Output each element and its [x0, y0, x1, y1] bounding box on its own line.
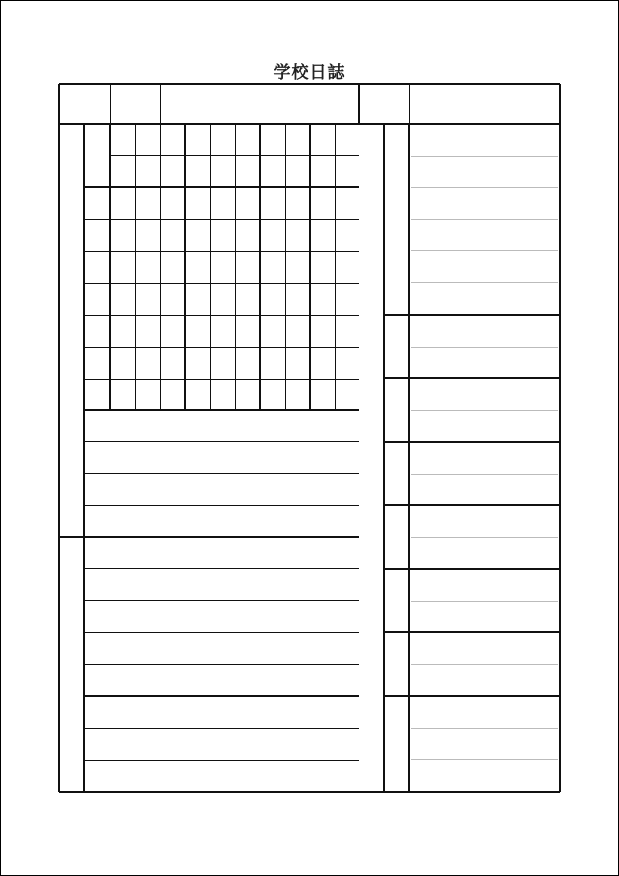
writing-line [411, 474, 558, 475]
writing-line [411, 664, 558, 665]
grid-line [285, 124, 286, 410]
staff-label-divider [383, 124, 385, 792]
student-row-line [84, 283, 359, 284]
grid-line [309, 124, 311, 410]
section-divider [83, 124, 85, 792]
grid-line [358, 84, 360, 124]
section-divider-events [59, 536, 359, 538]
staff-block-divider [384, 631, 560, 633]
records-line [84, 728, 359, 729]
staff-block-divider [384, 314, 560, 316]
writing-line [411, 156, 558, 157]
writing-line [411, 187, 558, 188]
table-border-bottom [59, 791, 560, 793]
writing-line [411, 601, 558, 602]
records-line [84, 760, 359, 761]
staff-block-divider [384, 695, 560, 697]
writing-line [411, 537, 558, 538]
grid-line [110, 84, 111, 124]
writing-line [411, 410, 558, 411]
grid-line [259, 124, 261, 410]
staff-block-divider [384, 441, 560, 443]
student-table-bottom [84, 409, 359, 411]
student-row-line [84, 379, 359, 380]
writing-line [411, 250, 558, 251]
grid-line [135, 124, 136, 410]
student-row-line [84, 219, 359, 220]
events-line [84, 664, 359, 665]
grid-line [160, 124, 161, 410]
page-title: 学校日誌 [273, 63, 346, 83]
writing-line [411, 282, 558, 283]
events-line [84, 568, 359, 569]
staff-block-divider [384, 377, 560, 379]
grid-line [109, 124, 111, 410]
grid-line [335, 124, 336, 410]
table-border-top [59, 83, 560, 85]
writing-line [411, 759, 558, 760]
student-row-line [84, 347, 359, 348]
events-line [84, 600, 359, 601]
grid-line [210, 124, 211, 410]
transfer-line [84, 505, 359, 506]
events-line [84, 632, 359, 633]
student-row-line [84, 315, 359, 316]
grid-line [184, 124, 186, 410]
staff-block-divider [384, 504, 560, 506]
staff-category-divider [408, 124, 410, 792]
grid-line [160, 84, 161, 124]
sub-header-bottom [84, 186, 359, 188]
records-divider [84, 695, 359, 697]
table-border-left [58, 84, 60, 792]
group-header-bottom [110, 155, 359, 156]
staff-block-divider [384, 568, 560, 570]
writing-line [411, 219, 558, 220]
grid-line [235, 124, 236, 410]
transfer-line [84, 441, 359, 442]
student-row-line [84, 251, 359, 252]
writing-line [411, 728, 558, 729]
transfer-line [84, 473, 359, 474]
grid-line [409, 84, 410, 124]
table-border-right [559, 84, 561, 792]
writing-line [411, 347, 558, 348]
